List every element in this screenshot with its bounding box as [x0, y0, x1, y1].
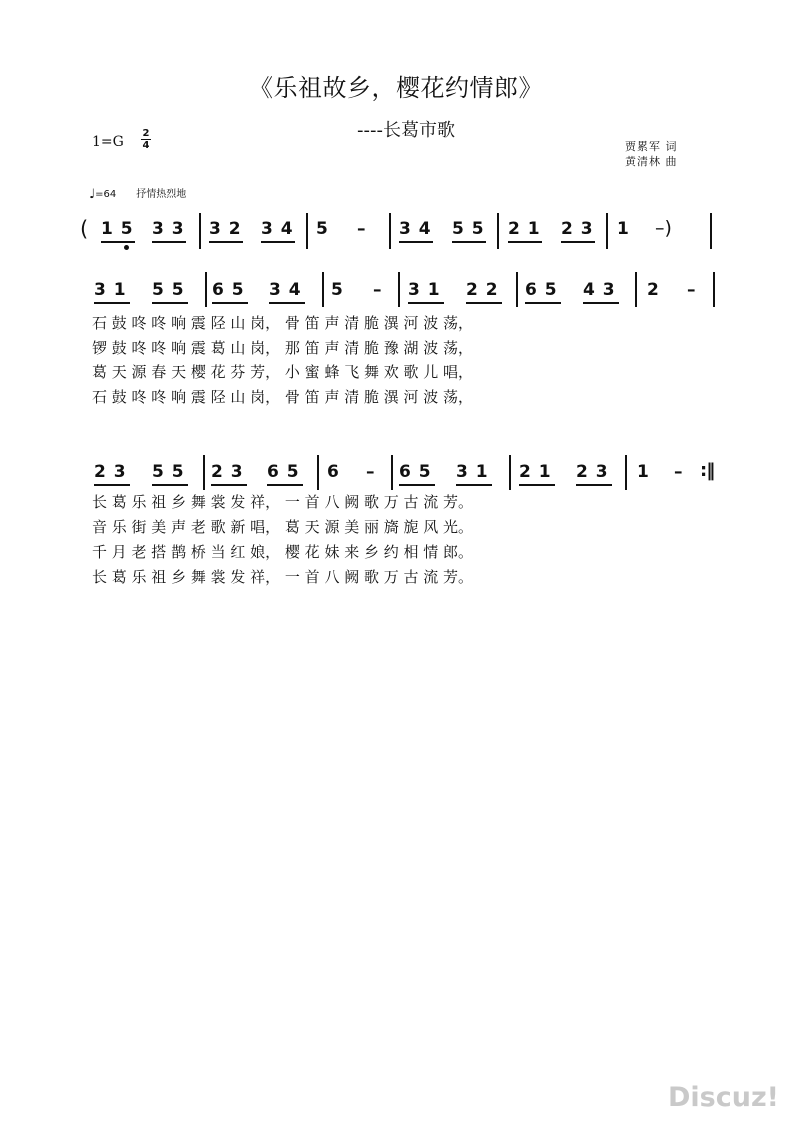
barline: [625, 455, 627, 490]
underline: [561, 241, 595, 243]
line1-m1-beat2: 5 5: [152, 280, 185, 300]
line2-m4-beat1: 6 5: [399, 462, 432, 482]
line1-m5-beat1: 6 5: [525, 280, 558, 300]
underline: [152, 484, 188, 486]
quarter-note-icon: ♩: [89, 187, 96, 202]
barline: [606, 213, 608, 249]
intro-m5-beat2: 2 3: [561, 219, 594, 239]
underline: [212, 302, 248, 304]
line1-lyric-verse-2: 锣 鼓 咚 咚 响 震 葛 山 岗， 那 笛 声 清 脆 豫 湖 波 荡，: [92, 339, 474, 357]
barline: [199, 213, 201, 249]
barline: [322, 272, 324, 307]
time-signature-top: 2: [142, 128, 150, 139]
intro-m4-beat1: 3 4: [399, 219, 432, 239]
line1-m2-beat2: 3 4: [269, 280, 302, 300]
line1-lyric-verse-4: 石 鼓 咚 咚 响 震 陉 山 岗， 骨 笛 声 清 脆 潩 河 波 荡，: [92, 388, 474, 406]
underline: [519, 484, 555, 486]
barline: [398, 272, 400, 307]
line2-m1-beat2: 5 5: [152, 462, 185, 482]
underline: [408, 302, 444, 304]
underline: [269, 302, 305, 304]
song-subtitle: ----长葛市歌: [357, 120, 455, 141]
underline: [94, 302, 130, 304]
line1-lyric-verse-3: 葛 天 源 春 天 樱 花 芬 芳， 小 蜜 蜂 飞 舞 欢 歌 儿 唱，: [92, 363, 474, 381]
intro-m5-beat1: 2 1: [508, 219, 541, 239]
line2-m3-dash: –: [366, 462, 375, 482]
end-repeat-sign: :‖: [700, 460, 715, 481]
line1-lyric-verse-1: 石 鼓 咚 咚 响 震 陉 山 岗， 骨 笛 声 清 脆 潩 河 波 荡，: [92, 314, 474, 332]
intro-open-paren: (: [80, 217, 89, 241]
barline: [710, 213, 712, 249]
underline: [456, 484, 492, 486]
intro-m4-beat2: 5 5: [452, 219, 485, 239]
barline: [389, 213, 391, 249]
underline: [209, 241, 243, 243]
tempo-bpm: =64: [95, 189, 117, 200]
intro-m2-beat2: 3 4: [261, 219, 294, 239]
key-signature: 1=G: [92, 134, 124, 150]
barline: [713, 272, 715, 307]
song-title: 《乐祖故乡，樱花约情郎》: [249, 74, 543, 102]
barline: [306, 213, 308, 249]
underline: [508, 241, 542, 243]
line2-m1-beat1: 2 3: [94, 462, 127, 482]
line2-m2-beat1: 2 3: [211, 462, 244, 482]
line1-m3-beat1: 5: [331, 280, 344, 300]
line2-m5-beat1: 2 1: [519, 462, 552, 482]
barline: [509, 455, 511, 490]
underline: [211, 484, 247, 486]
barline: [205, 272, 207, 307]
intro-close-paren: –): [655, 217, 672, 239]
intro-m6-beat1: 1: [617, 219, 630, 239]
line2-lyric-verse-2: 音 乐 街 美 声 老 歌 新 唱， 葛 天 源 美 丽 旖 旎 风 光。: [92, 518, 474, 536]
line1-m6-dash: –: [687, 280, 696, 300]
lyricist-credit: 贾累军 词: [625, 140, 678, 153]
intro-m3-beat1: 5: [316, 219, 329, 239]
line2-m6-beat1: 1: [637, 462, 650, 482]
line2-lyric-verse-4: 长 葛 乐 祖 乡 舞 裳 发 祥， 一 首 八 阙 歌 万 古 流 芳。: [92, 568, 474, 586]
barline: [635, 272, 637, 307]
line1-m1-beat1: 3 1: [94, 280, 127, 300]
expression-marking: 抒情热烈地: [136, 189, 187, 200]
time-signature: [139, 128, 153, 151]
line1-m3-dash: –: [373, 280, 382, 300]
intro-m1-beat2: 3 3: [152, 219, 185, 239]
underline: [152, 302, 188, 304]
line2-lyric-verse-1: 长 葛 乐 祖 乡 舞 裳 发 祥， 一 首 八 阙 歌 万 古 流 芳。: [92, 493, 474, 511]
line2-m5-beat2: 2 3: [576, 462, 609, 482]
line1-m5-beat2: 4 3: [583, 280, 616, 300]
intro-m1-beat1: 1 5: [101, 219, 134, 239]
underline: [452, 241, 486, 243]
discuz-watermark: Discuz!: [668, 1082, 779, 1113]
underline: [94, 484, 130, 486]
line2-m6-dash: –: [674, 462, 683, 482]
underline: [152, 241, 186, 243]
underline: [583, 302, 619, 304]
underline: [399, 241, 433, 243]
line1-m6-beat1: 2: [647, 280, 660, 300]
line1-m4-beat1: 3 1: [408, 280, 441, 300]
barline: [391, 455, 393, 490]
barline: [203, 455, 205, 490]
barline: [317, 455, 319, 490]
barline: [497, 213, 499, 249]
line2-m3-beat1: 6: [327, 462, 340, 482]
barline: [516, 272, 518, 307]
low-octave-dot-icon: [124, 245, 129, 250]
line1-m4-beat2: 2 2: [466, 280, 499, 300]
line1-m2-beat1: 6 5: [212, 280, 245, 300]
intro-m2-beat1: 3 2: [209, 219, 242, 239]
time-signature-bottom: 4: [142, 140, 150, 151]
tempo-marking: [89, 185, 186, 201]
underline: [101, 241, 135, 243]
underline: [525, 302, 561, 304]
intro-m3-dash: –: [357, 219, 366, 239]
underline: [576, 484, 612, 486]
underline: [261, 241, 295, 243]
underline: [466, 302, 502, 304]
underline: [267, 484, 303, 486]
line2-m2-beat2: 6 5: [267, 462, 300, 482]
line2-lyric-verse-3: 千 月 老 搭 鹊 桥 当 红 娘， 樱 花 妹 来 乡 约 相 情 郎。: [92, 543, 474, 561]
underline: [399, 484, 435, 486]
line2-m4-beat2: 3 1: [456, 462, 489, 482]
composer-credit: 黄清林 曲: [625, 155, 678, 168]
